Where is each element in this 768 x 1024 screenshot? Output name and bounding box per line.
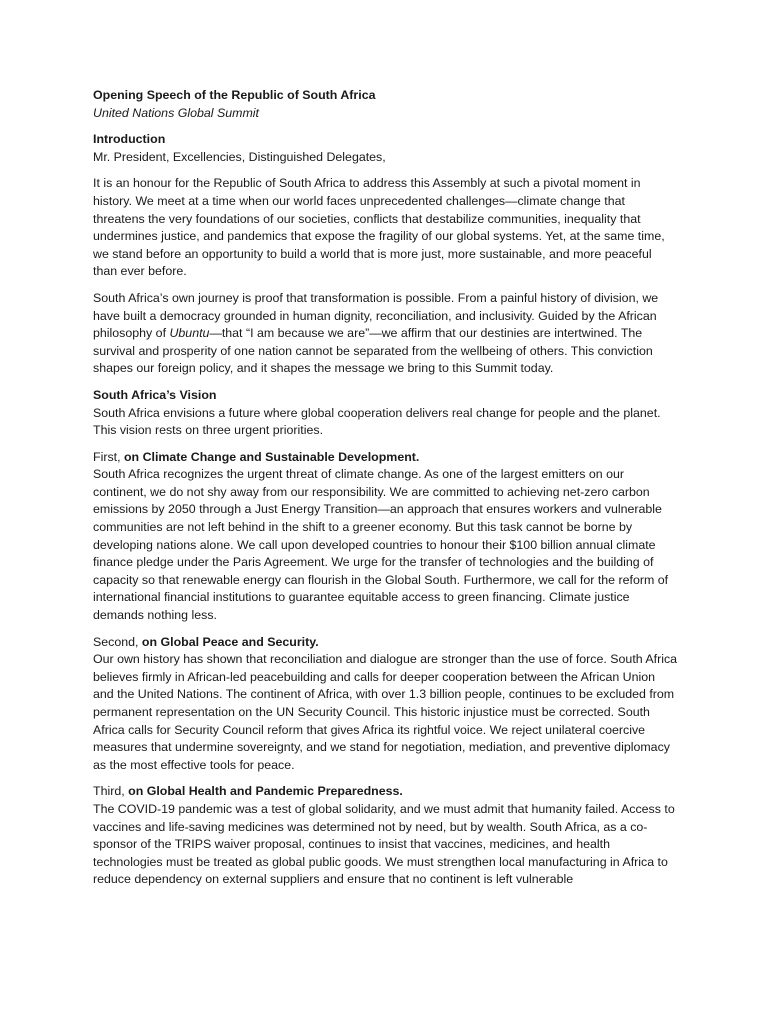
priority-title: on Climate Change and Sustainable Development. [123,449,420,464]
paragraph-text: —that “I am because we are”—we affirm that our destinies are intertwined. The survival and prosperity of one nation cannot be separated from the wellbeing of others. This conviction shapes our foreign policy, and it shapes the message we bring to this Summit today. [93,326,653,376]
salutation: Mr. President, Excellencies, Distinguished Delegates, [93,149,386,164]
document-title: Opening Speech of the Republic of South Africa [93,88,376,102]
vision-heading: South Africa’s Vision [93,387,217,402]
document-body [93,87,678,887]
priority-prefix: Second, [93,634,142,649]
document-subtitle: United Nations Global Summit [93,105,259,120]
vision-paragraph: South Africa envisions a future where global cooperation delivers real change for people and the planet. This vision rests on three urgent priorities. [93,405,661,438]
priority-paragraph-peace: Our own history has shown that reconciliation and dialogue are stronger than the use of force. South Africa believes firmly in African-led peacebuilding and calls for deeper cooperation between the African Union and the United Nations. The continent of Africa, with over 1.3 billion people, continues to be excluded from permanent representation on the UN Security Council. This historic injustice must be corrected. South Africa calls for Security Council reform that gives Africa its rightful voice. We reject unilateral coercive measures that undermine sovereignty, and we stand for negotiation, mediation, and preventive diplomacy as the most effective tools for peace. [93,652,678,772]
priority-heading-peace [93,634,678,652]
intro-paragraph-2 [93,290,678,378]
priority-title: on Global Peace and Security. [141,634,319,649]
priority-paragraph-health: The COVID-19 pandemic was a test of global solidarity, and we must admit that humanity failed. Access to vaccines and life-saving medicines was determined not by need, but by wealth. South Africa, as a co-sponsor of the TRIPS waiver proposal, continues to insist that vaccines, medicines, and health technologies must be treated as global public goods. We must strengthen local manufacturing in Africa to reduce dependency on external suppliers and ensure that no continent is left vulnerable [93,801,675,887]
priority-heading-climate [93,449,678,467]
paragraph-text: South Africa’s own journey is proof that transformation is possible. From a painful history of division, we have built a democracy grounded in human dignity, reconciliation, and inclusivity. Guided by the African philosophy of [93,290,659,341]
priority-paragraph-climate: South Africa recognizes the urgent threat of climate change. As one of the largest emitters on our continent, we do not shy away from our responsibility. We are committed to achieving net-zero carbon emissions by 2050 through a Just Energy Transition—an approach that ensures workers and vulnerable communities are not left behind in the shift to a greener economy. But this task cannot be borne by developing nations alone. We call upon developed countries to honour their $100 billion annual climate finance pledge under the Paris Agreement. We urge for the transfer of technologies and the building of capacity so that renewable energy can flourish in the Global South. Furthermore, we call for the reform of international financial institutions to guarantee equitable access to green financing. Climate justice demands nothing less. [93,467,669,623]
priority-prefix: Third, [93,784,129,799]
priority-title: on Global Health and Pandemic Preparedness. [128,784,403,799]
ubuntu-term: Ubuntu [169,326,210,341]
intro-paragraph-1: It is an honour for the Republic of South Africa to address this Assembly at such a pivotal moment in history. We meet at a time when our world faces unprecedented challenges—climate change that threatens the very foundations of our societies, conflicts that destabilize communities, inequality that undermines justice, and pandemics that expose the fragility of our global systems. Yet, at the same time, we stand before an opportunity to build a world that is more just, more sustainable, and more peaceful than ever before. [93,176,665,279]
intro-heading: Introduction [93,132,166,147]
priority-prefix: First, [93,449,124,464]
priority-heading-health [93,783,678,801]
